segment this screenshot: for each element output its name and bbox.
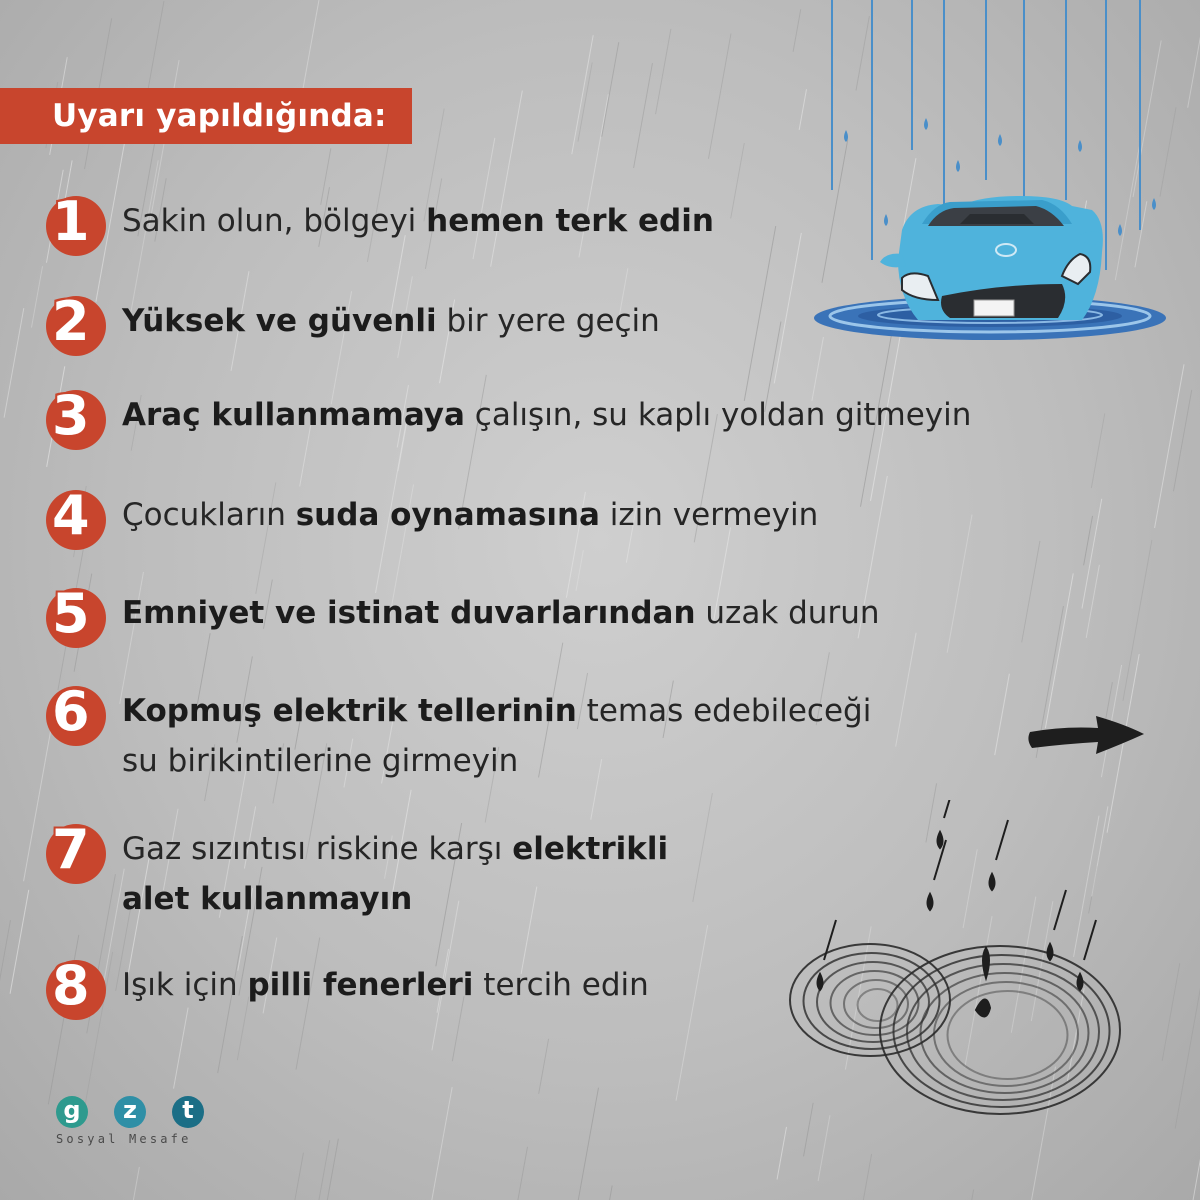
plain-text: çalışın, su kaplı yoldan gitmeyin (464, 397, 972, 433)
number-label: 6 (52, 680, 90, 743)
plain-text: su birikintilerine girmeyin (122, 743, 519, 779)
number-label: 2 (52, 290, 90, 353)
emphasis-text: Araç kullanmamaya (122, 397, 465, 433)
number-badge (46, 190, 106, 256)
warning-text-line (122, 686, 1082, 736)
number-badge (46, 954, 106, 1020)
plain-text: bir yere geçin (436, 303, 660, 339)
number-label: 5 (52, 582, 90, 645)
warning-text-line (122, 490, 1082, 540)
warning-text (122, 390, 1082, 440)
plain-text: Sakin olun, bölgeyi (122, 203, 427, 239)
emphasis-text: elektrikli (512, 831, 669, 867)
logo-letter-z: z (114, 1096, 146, 1128)
number-badge (46, 484, 106, 550)
flooded-car-illustration (810, 0, 1170, 350)
number-badge (46, 384, 106, 450)
plain-text: Çocukların (122, 497, 296, 533)
warning-text-line (122, 390, 1082, 440)
warning-text (122, 490, 1082, 540)
plain-text: temas edebileceği (576, 693, 872, 729)
warning-text-line (122, 736, 1082, 786)
number-badge (46, 582, 106, 648)
number-badge (46, 818, 106, 884)
plain-text: Işık için (122, 967, 248, 1003)
emphasis-text: Yüksek ve güvenli (122, 303, 437, 339)
arrow-right-icon (1024, 706, 1148, 762)
plain-text: izin vermeyin (599, 497, 819, 533)
plain-text: tercih edin (473, 967, 649, 1003)
number-label: 3 (52, 384, 90, 447)
logo-tagline: Sosyal Mesafe (56, 1132, 192, 1146)
warning-text (122, 686, 1082, 786)
emphasis-text: pilli fenerleri (247, 967, 474, 1003)
rain-puddle-illustration (780, 800, 1140, 1180)
number-label: 8 (52, 954, 90, 1017)
gzt-logo (56, 1096, 216, 1156)
warning-text-line (122, 588, 1082, 638)
emphasis-text: hemen terk edin (426, 203, 714, 239)
logo-letter-g: g (56, 1096, 88, 1128)
emphasis-text: alet kullanmayın (122, 881, 413, 917)
plain-text: Gaz sızıntısı riskine karşı (122, 831, 513, 867)
number-label: 4 (52, 484, 90, 547)
header-banner (0, 88, 412, 144)
emphasis-text: suda oynamasına (295, 497, 600, 533)
number-label: 1 (52, 190, 90, 253)
header-title: Uyarı yapıldığında: (52, 98, 387, 134)
logo-letter-t: t (172, 1096, 204, 1128)
number-label: 7 (52, 818, 90, 881)
number-badge (46, 680, 106, 746)
plain-text: uzak durun (695, 595, 880, 631)
emphasis-text: Kopmuş elektrik tellerinin (122, 693, 577, 729)
warning-text (122, 588, 1082, 638)
number-badge (46, 290, 106, 356)
emphasis-text: Emniyet ve istinat duvarlarından (122, 595, 696, 631)
